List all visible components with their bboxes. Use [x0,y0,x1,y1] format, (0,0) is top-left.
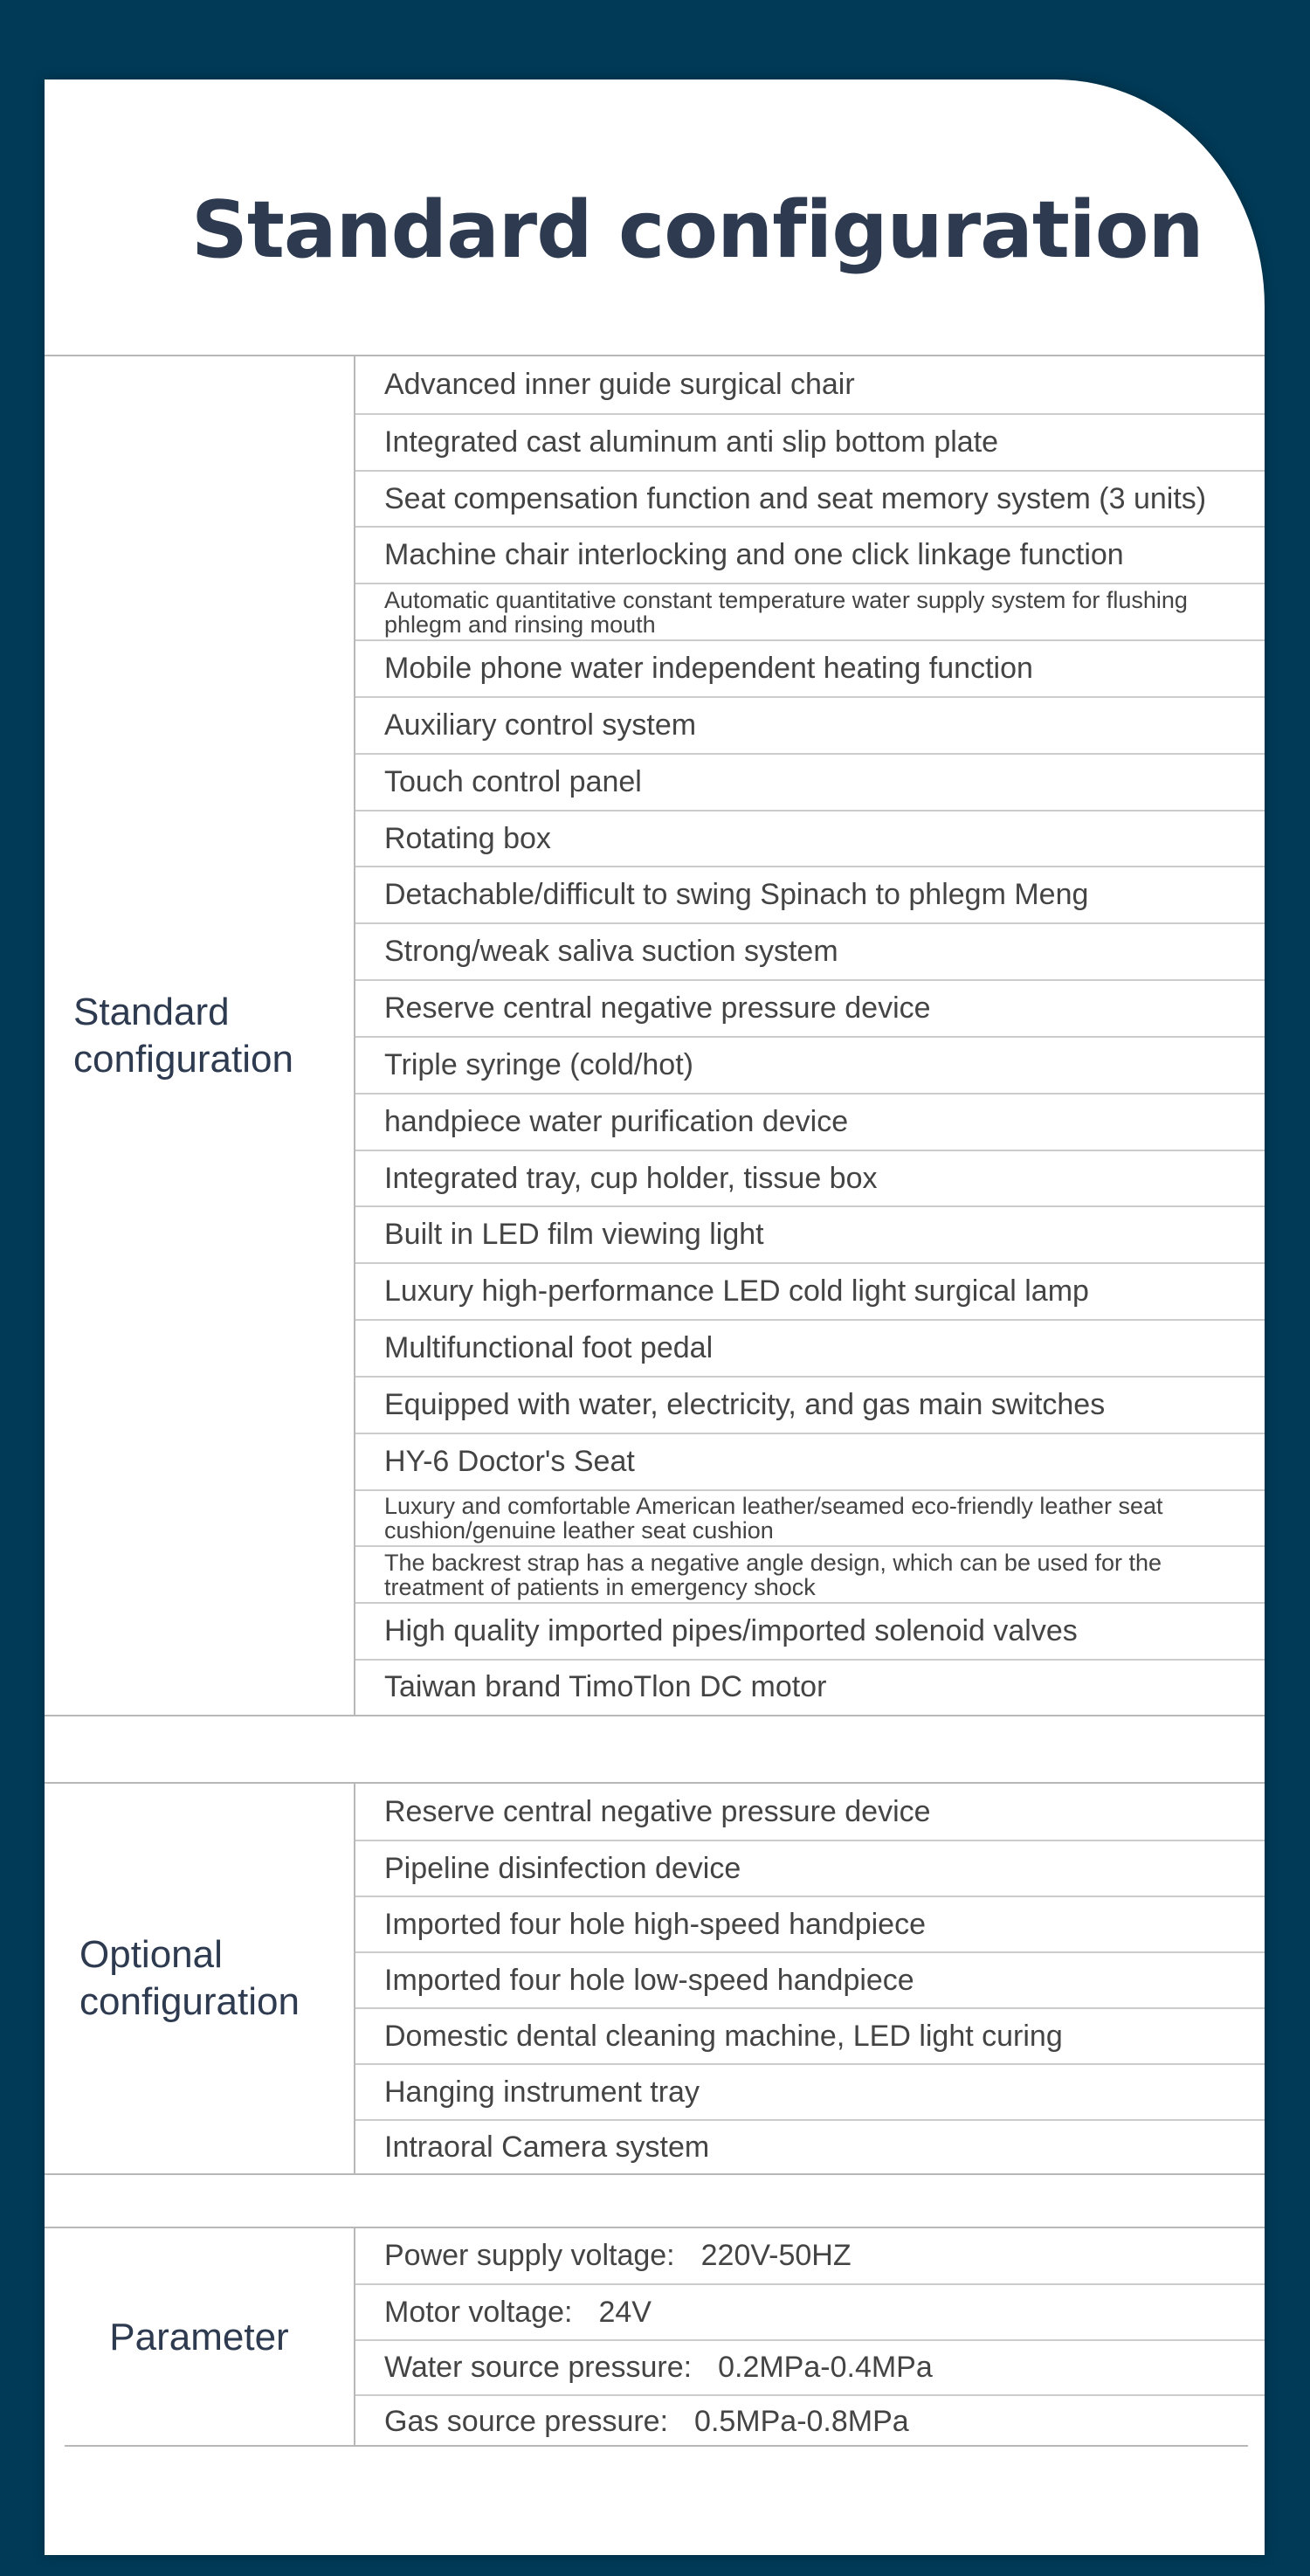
list-item: Integrated tray, cup holder, tissue box [355,1150,1265,1206]
parameter-value: 0.2MPa-0.4MPa [718,2351,933,2385]
list-item: handpiece water purification device [355,1093,1265,1150]
list-item: Advanced inner guide surgical chair [384,367,855,401]
section-label: Parameter [45,2228,355,2447]
list-item: Hanging instrument tray [355,2063,1265,2119]
list-item: Reserve central negative pressure device [355,979,1265,1036]
standard-configuration-section [45,355,1265,1716]
list-item: Intraoral Camera system [355,2119,1265,2173]
list-item: The backrest strap has a negative angle design, which can be used for the treatment of patients in emergency shock [355,1545,1265,1602]
parameter-name: Power supply voltage: [384,2239,675,2273]
section-label: Standard configuration [45,356,355,1715]
list-item: Strong/weak saliva suction system [355,922,1265,979]
list-item: Integrated cast aluminum anti slip bottom plate [355,413,1265,470]
list-item: Reserve central negative pressure device [384,1794,931,1828]
list-item: HY-6 Doctor's Seat [355,1433,1265,1489]
list-item: Seat compensation function and seat memory system (3 units) [355,470,1265,527]
parameter-row [355,2339,1265,2395]
parameter-row [355,2394,1265,2447]
parameter-value: 0.5MPa-0.8MPa [694,2404,909,2438]
list-item: Imported four hole low-speed handpiece [355,1951,1265,2007]
list-item: Imported four hole high-speed handpiece [355,1896,1265,1951]
bottom-divider [65,2445,1248,2447]
parameter-row [355,2228,1265,2283]
list-item: Multifunctional foot pedal [355,1319,1265,1376]
parameter-section [45,2227,1265,2447]
spec-card [45,79,1265,2555]
optional-configuration-section [45,1782,1265,2175]
list-item: Machine chair interlocking and one click linkage function [355,526,1265,583]
list-item: Luxury and comfortable American leather/seamed eco-friendly leather seat cushion/genuine leather seat cushion [355,1489,1265,1546]
parameter-name: Gas source pressure: [384,2404,669,2438]
list-item: Automatic quantitative constant temperature water supply system for flushing phlegm and rinsing mouth [355,583,1265,639]
page-title: Standard configuration [191,184,1203,276]
list-item: Detachable/difficult to swing Spinach to phlegm Meng [355,866,1265,922]
list-item: Auxiliary control system [355,696,1265,753]
list-item: Mobile phone water independent heating function [355,639,1265,696]
list-item: High quality imported pipes/imported solenoid valves [355,1602,1265,1659]
parameter-name: Water source pressure: [384,2351,693,2385]
list-item: Rotating box [355,810,1265,867]
list-item: Pipeline disinfection device [355,1840,1265,1896]
parameter-value: 24V [598,2295,652,2329]
parameter-name: Motor voltage: [384,2295,573,2329]
parameter-list [355,2228,1265,2447]
list-item: Luxury high-performance LED cold light surgical lamp [355,1262,1265,1319]
parameter-value: 220V-50HZ [700,2239,852,2273]
section-label: Optional configuration [45,1784,355,2173]
list-item: Domestic dental cleaning machine, LED light curing [355,2007,1265,2063]
list-item: Taiwan brand TimoTlon DC motor [355,1659,1265,1715]
parameter-row [355,2283,1265,2339]
list-item: Equipped with water, electricity, and gas main switches [355,1376,1265,1433]
list-item: Triple syringe (cold/hot) [355,1036,1265,1093]
standard-configuration-list [355,356,1265,1715]
list-item: Built in LED film viewing light [355,1205,1265,1262]
optional-configuration-list [355,1784,1265,2173]
list-item: Touch control panel [355,753,1265,810]
